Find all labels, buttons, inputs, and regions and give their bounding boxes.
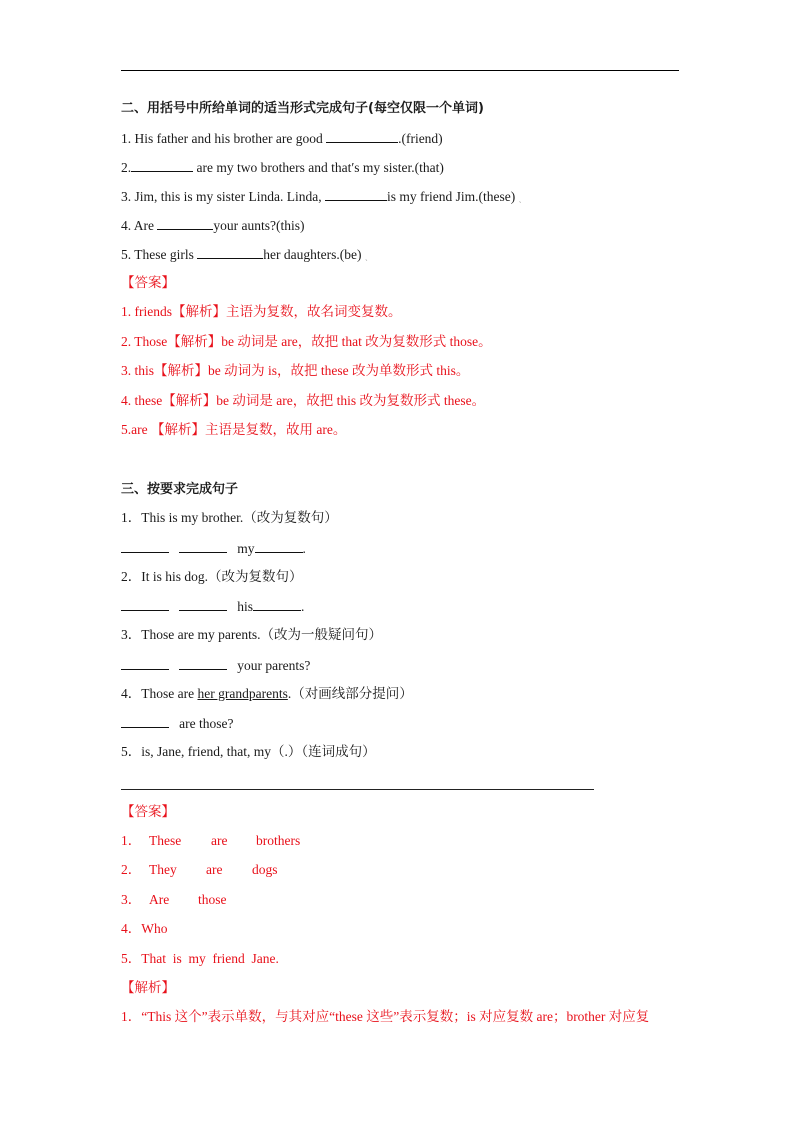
s3-answer-line-4: are those? bbox=[121, 714, 233, 733]
s3-question-1: 1．This is my brother.（改为复数句） bbox=[121, 510, 338, 525]
answer-blank bbox=[197, 245, 263, 259]
answer-blank bbox=[179, 656, 227, 670]
s3-question-4: 4．Those are her grandparents.（对画线部分提问） bbox=[121, 686, 413, 701]
paragraph-mark: ˎ bbox=[518, 193, 522, 203]
s3-analysis-label: 【解析】 bbox=[121, 980, 175, 995]
section3-heading: 三、按要求完成句子 bbox=[121, 482, 239, 497]
answer-blank bbox=[131, 158, 193, 172]
underlined-phrase: her grandparents bbox=[197, 686, 288, 701]
s2-answer-4: 4. these【解析】be 动词是 are，故把 this 改为复数形式 these。 bbox=[121, 393, 486, 408]
section2-heading: 二、用括号中所给单词的适当形式完成句子(每空仅限一个单词) bbox=[121, 101, 484, 116]
top-rule bbox=[121, 70, 679, 71]
s2-answer-label: 【答案】 bbox=[121, 275, 175, 290]
s3-question-3: 3．Those are my parents.（改为一般疑问句） bbox=[121, 627, 382, 642]
answer-blank bbox=[157, 216, 213, 230]
s3-answer-1: 1． These are brothers bbox=[121, 833, 301, 848]
answer-blank bbox=[179, 539, 227, 553]
s3-answer-4: 4．Who bbox=[121, 921, 168, 936]
answer-blank bbox=[121, 597, 169, 611]
answer-blank bbox=[253, 597, 301, 611]
s3-answer-line-3: your parents? bbox=[121, 656, 310, 675]
s3-question-5: 5．is, Jane, friend, that, my（.）（连词成句） bbox=[121, 744, 376, 759]
s2-question-1: 1. His father and his brother are good .(friend) bbox=[121, 131, 443, 146]
s3-answer-line-1: my . bbox=[121, 539, 306, 558]
s3-answer-2: 2． They are dogs bbox=[121, 862, 278, 877]
s3-answer-line-2: his . bbox=[121, 597, 304, 616]
answer-blank bbox=[326, 129, 398, 143]
s2-answer-1: 1. friends【解析】主语为复数，故名词变复数。 bbox=[121, 304, 402, 319]
paragraph-mark: ˎ bbox=[364, 251, 368, 261]
s2-answer-3: 3. this【解析】be 动词为 is，故把 these 改为单数形式 this。 bbox=[121, 363, 470, 378]
answer-blank bbox=[255, 539, 303, 553]
s3-question-2: 2．It is his dog.（改为复数句） bbox=[121, 569, 303, 584]
s2-question-3: 3. Jim, this is my sister Linda. Linda, is my friend Jim.(these) ˎ bbox=[121, 189, 522, 204]
s2-question-4: 4. Are your aunts?(this) bbox=[121, 218, 305, 233]
answer-blank bbox=[121, 714, 169, 728]
answer-blank bbox=[121, 656, 169, 670]
s3-answer-3: 3． Are those bbox=[121, 892, 227, 907]
s2-question-5: 5. These girls her daughters.(be) ˎ bbox=[121, 247, 368, 262]
s2-answer-2: 2. Those【解析】be 动词是 are，故把 that 改为复数形式 those。 bbox=[121, 334, 492, 349]
s2-question-2: 2. are my two brothers and that′s my sister.(that) bbox=[121, 160, 444, 175]
answer-blank bbox=[325, 187, 387, 201]
answer-blank bbox=[179, 597, 227, 611]
answer-blank bbox=[121, 539, 169, 553]
s3-analysis-1: 1．“This 这个”表示单数，与其对应“these 这些”表示复数；is 对应复数 are；brother 对应复 bbox=[121, 1009, 650, 1024]
answer-rule bbox=[121, 789, 594, 790]
s3-answer-label: 【答案】 bbox=[121, 804, 175, 819]
s3-answer-5: 5．That is my friend Jane. bbox=[121, 951, 279, 966]
s2-answer-5: 5.are 【解析】主语是复数，故用 are。 bbox=[121, 422, 347, 437]
